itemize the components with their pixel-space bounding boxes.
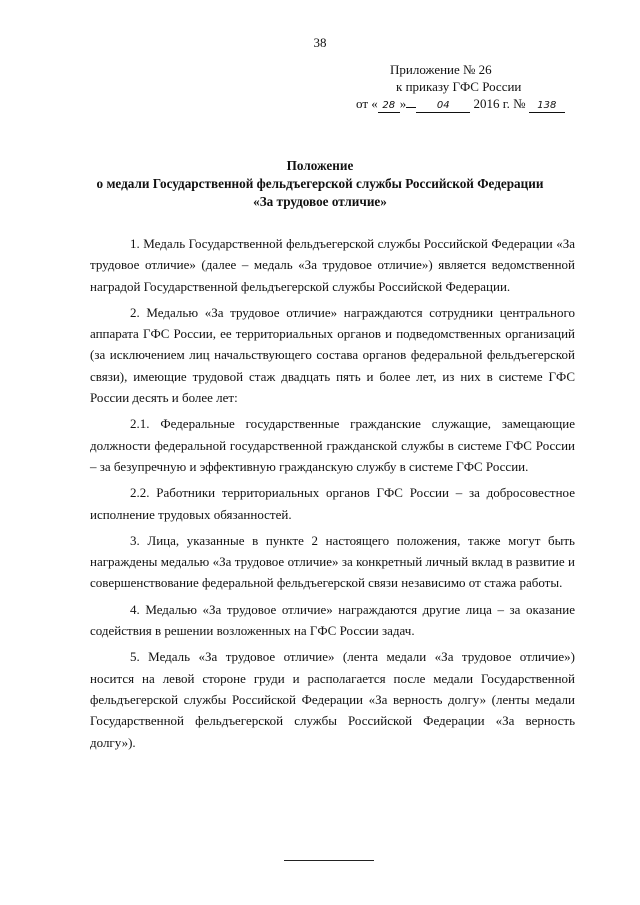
title-line-2: о медали Государственной фельдъегерской службы Российской Федерации — [96, 176, 544, 191]
handwritten-month: 04 — [416, 100, 470, 113]
paragraph-3: 3. Лица, указанные в пункте 2 настоящего положения, также могут быть награждены медалью «За трудовое отличие» за конкретный личный вклад в развитие и совершенствование федеральной фельдъегерской связи независимо от стажа работы. — [90, 532, 575, 591]
document-title — [0, 157, 640, 211]
handwritten-order-number: 138 — [529, 100, 565, 113]
date-prefix: от « — [356, 96, 378, 111]
paragraph-4: 4. Медалью «За трудовое отличие» награждаются другие лица – за оказание содействия в решении возложенных на ГФС России задач. — [90, 601, 575, 639]
document-body — [90, 233, 575, 758]
appendix-date-line — [356, 95, 580, 113]
appendix-header — [356, 61, 580, 113]
page-number: 38 — [313, 35, 327, 50]
end-separator-line — [284, 860, 374, 861]
date-blank — [406, 107, 416, 108]
year-and-number-label: 2016 г. № — [473, 96, 526, 111]
title-line-3: «За трудовое отличие» — [253, 194, 387, 209]
paragraph-5: 5. Медаль «За трудовое отличие» (лента медали «За трудовое отличие») носится на левой стороне груди и располагается после медали Государственной фельдъегерской службы Российской Федерации «За верность долгу» (ленты медали Государственной фельдъегерской службы Российской Федерации «За верность долгу»). — [90, 649, 575, 750]
paragraph-2: 2. Медалью «За трудовое отличие» награждаются сотрудники центрального аппарата ГФС России, ее территориальных органов и подведомственных организаций (за исключением лиц начальствующего состава органов федеральной фельдъегерской связи), имеющие трудовой стаж двадцать пять и более лет, из них в системе ГФС России десять и более лет: — [90, 304, 575, 406]
paragraph-2-1: 2.1. Федеральные государственные гражданские служащие, замещающие должности федеральной государственной гражданской службы в системе ГФС России – за безупречную и эффективную гражданскую службу в системе ГФС России. — [90, 416, 575, 474]
paragraph-2-2: 2.2. Работники территориальных органов ГФС России – за добросовестное исполнение трудовых обязанностей. — [90, 485, 575, 522]
paragraph-1: 1. Медаль Государственной фельдъегерской службы Российской Федерации «За трудовое отличие» (далее – медаль «За трудовое отличие») является ведомственной наградой Государственной фельдъегерской службы Российской Федерации. — [90, 236, 575, 294]
date-mid: » — [399, 96, 407, 111]
appendix-title: Приложение № 26 — [390, 62, 492, 77]
title-line-1: Положение — [286, 158, 354, 173]
appendix-order-ref: к приказу ГФС России — [396, 79, 522, 94]
handwritten-day: 28 — [378, 100, 400, 113]
